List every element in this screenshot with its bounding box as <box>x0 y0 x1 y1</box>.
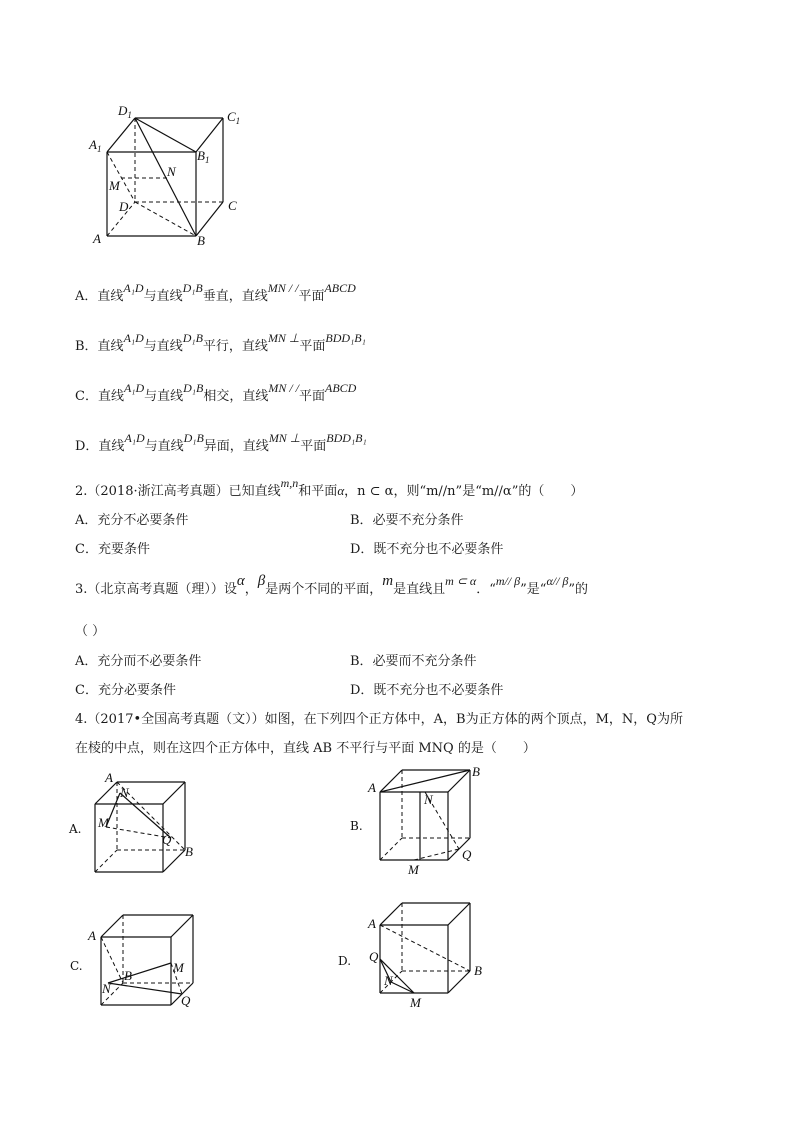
svg-text:N: N <box>120 785 129 800</box>
q4-stem-line2: 在棱的中点，则在这四个正方体中，直线 AB 不平行与平面 MNQ 的是（ ） <box>75 741 536 756</box>
q2-option-c: C．充要条件 <box>75 542 150 557</box>
svg-text:Q: Q <box>462 847 472 862</box>
svg-text:A: A <box>368 916 376 931</box>
label-N: N <box>167 164 176 179</box>
label-D: D <box>119 199 129 214</box>
q1-option-b: B．直线A₁D与直线D₁B平行，直线MN ⊥平面BDD₁B₁ <box>75 331 366 354</box>
q3-stem: 3.（北京高考真题（理））设α，β是两个不同的平面，m是直线且m ⊂ α．“m// β”是“α// β”的 <box>75 573 589 597</box>
label-C1: $C_1$ <box>227 109 241 126</box>
cube-option-a <box>68 770 203 880</box>
label-B1: $B_1$ <box>197 148 210 165</box>
q2-option-d: D．既不充分也不必要条件 <box>350 542 504 557</box>
label-A: A <box>93 231 101 246</box>
svg-text:Q: Q <box>369 949 379 964</box>
fig-d-label: D. <box>338 954 352 968</box>
cube-option-c <box>68 905 208 1015</box>
svg-text:N: N <box>424 792 433 807</box>
q1-option-c: C．直线A₁D与直线D₁B相交，直线MN / /平面ABCD <box>75 381 357 404</box>
label-M: M <box>109 178 120 193</box>
q3-option-d: D．既不充分也不必要条件 <box>350 683 504 698</box>
svg-text:A: A <box>88 928 96 943</box>
svg-text:B: B <box>185 844 193 859</box>
svg-text:B: B <box>472 764 480 779</box>
fig-c-label: C. <box>70 959 83 973</box>
q4-stem-line1: 4.（2017•全国高考真题（文））如图，在下列四个正方体中，A，B为正方体的两个顶点，M，N，Q为所 <box>75 712 683 727</box>
q3-option-b: B．必要而不充分条件 <box>350 654 477 669</box>
q3-option-c: C．充分必要条件 <box>75 683 176 698</box>
svg-text:M: M <box>173 960 184 975</box>
q2-stem: 2.（2018·浙江高考真题）已知直线m,n和平面α，n ⊂ α，则“m//n”是“m//α”的（ ） <box>75 476 584 499</box>
svg-text:B: B <box>124 968 132 983</box>
svg-text:M: M <box>408 862 419 877</box>
label-B: B <box>197 233 205 248</box>
cube-option-b <box>340 762 500 877</box>
svg-text:A: A <box>105 770 113 785</box>
svg-text:N: N <box>384 973 393 988</box>
fig-b-label: B. <box>350 819 363 833</box>
cube-figure-1 <box>85 98 260 253</box>
q2-option-b: B．必要不充分条件 <box>350 513 464 528</box>
q1-option-a: A．直线A₁D与直线D₁B垂直，直线MN / /平面ABCD <box>75 281 356 304</box>
svg-text:N: N <box>102 981 111 996</box>
svg-text:M: M <box>410 995 421 1010</box>
cube-option-d <box>340 895 500 1015</box>
label-C: C <box>228 198 237 213</box>
svg-text:M: M <box>98 815 109 830</box>
fig-a-label: A. <box>69 822 82 836</box>
q2-option-a: A．充分不必要条件 <box>75 513 189 528</box>
label-D1: $D_1$ <box>118 103 132 120</box>
svg-text:A: A <box>368 780 376 795</box>
svg-text:Q: Q <box>181 993 191 1008</box>
q3-option-a: A．充分而不必要条件 <box>75 654 202 669</box>
label-A1: $A_1$ <box>89 137 102 154</box>
q3-paren: （ ） <box>75 624 106 639</box>
svg-text:B: B <box>474 963 482 978</box>
svg-text:Q: Q <box>162 832 172 847</box>
q1-option-d: D．直线A₁D与直线D₁B异面，直线MN ⊥平面BDD₁B₁ <box>75 431 367 454</box>
